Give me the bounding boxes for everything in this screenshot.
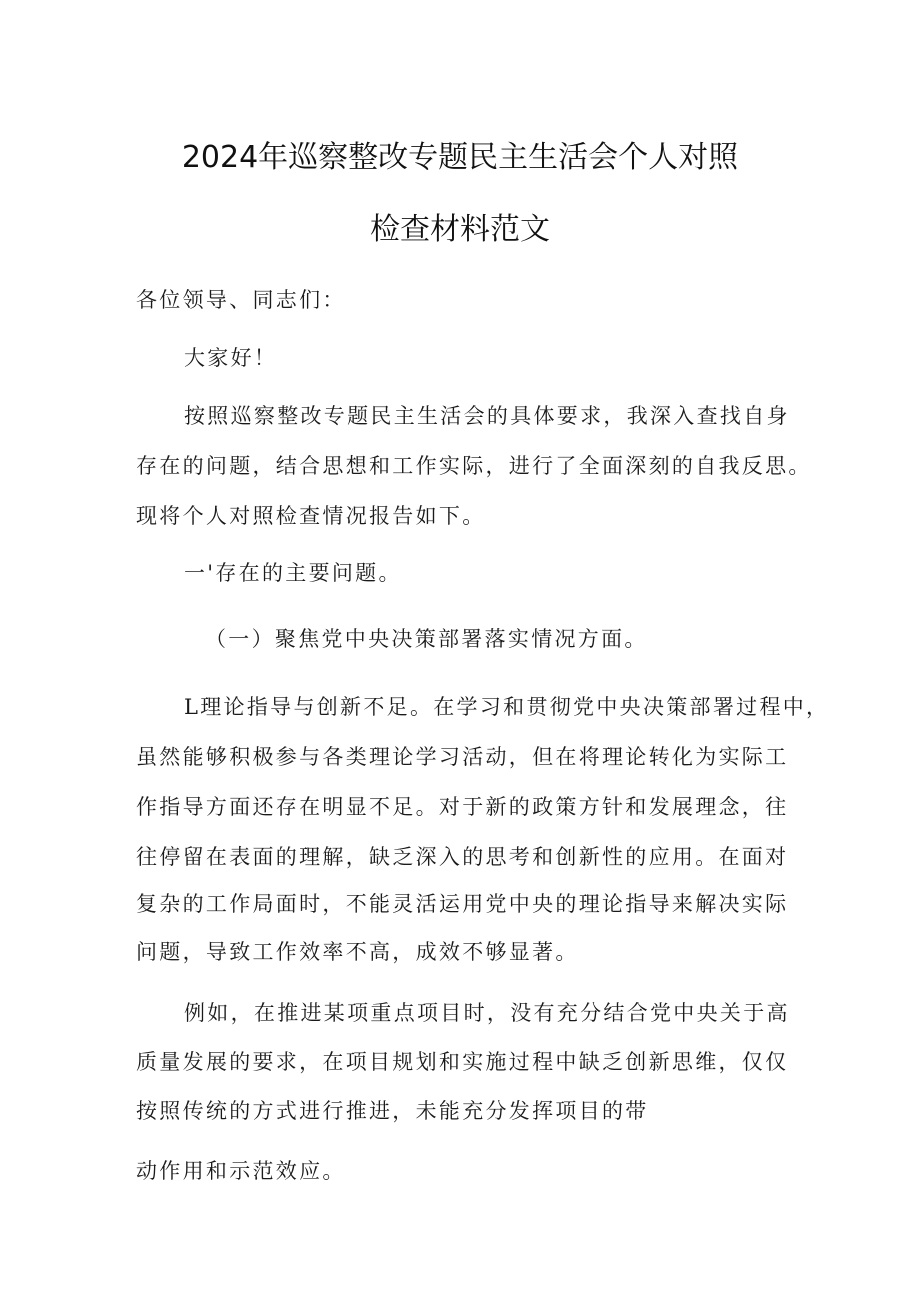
point-line: 问题，导致工作效率不高，成效不够显著。: [136, 940, 579, 964]
point-line: 虽然能够积极参与各类理论学习活动，但在将理论转化为实际工: [136, 745, 789, 769]
point-line: L理论指导与创新不足。在学习和贯彻党中央决策部署过程中，: [184, 695, 830, 719]
example-line: 质量发展的要求，在项目规划和实施过程中缺乏创新思维，仅仅: [136, 1050, 789, 1074]
greeting: 大家好！: [184, 346, 278, 370]
intro-line: 存在的问题，结合思想和工作实际，进行了全面深刻的自我反思。: [136, 454, 812, 478]
point-line: 往停留在表面的理解，缺乏深入的思考和创新性的应用。在面对: [136, 845, 789, 869]
section-heading: 一'存在的主要问题。: [184, 561, 402, 585]
example-line: 例如，在推进某项重点项目时，没有充分结合党中央关于高: [184, 1001, 790, 1025]
document-title-line-2: 检查材料范文: [370, 212, 550, 247]
example-tail-line: 动作用和示范效应。: [136, 1159, 346, 1183]
intro-line: 现将个人对照检查情况报告如下。: [136, 504, 486, 528]
point-line: 复杂的工作局面时，不能灵活运用党中央的理论指导来解决实际: [136, 892, 789, 916]
intro-line: 按照巡察整改专题民主生活会的具体要求，我深入查找自身: [184, 404, 790, 428]
example-line: 按照传统的方式进行推进，未能充分发挥项目的带: [136, 1099, 649, 1123]
salutation: 各位领导、同志们：: [136, 288, 346, 312]
point-line: 作指导方面还存在明显不足。对于新的政策方针和发展理念，往: [136, 795, 789, 819]
subsection-heading: （一）聚焦党中央决策部署落实情况方面。: [205, 627, 648, 651]
document-title-line-1: 2024年巡察整改专题民主生活会个人对照: [181, 140, 739, 175]
